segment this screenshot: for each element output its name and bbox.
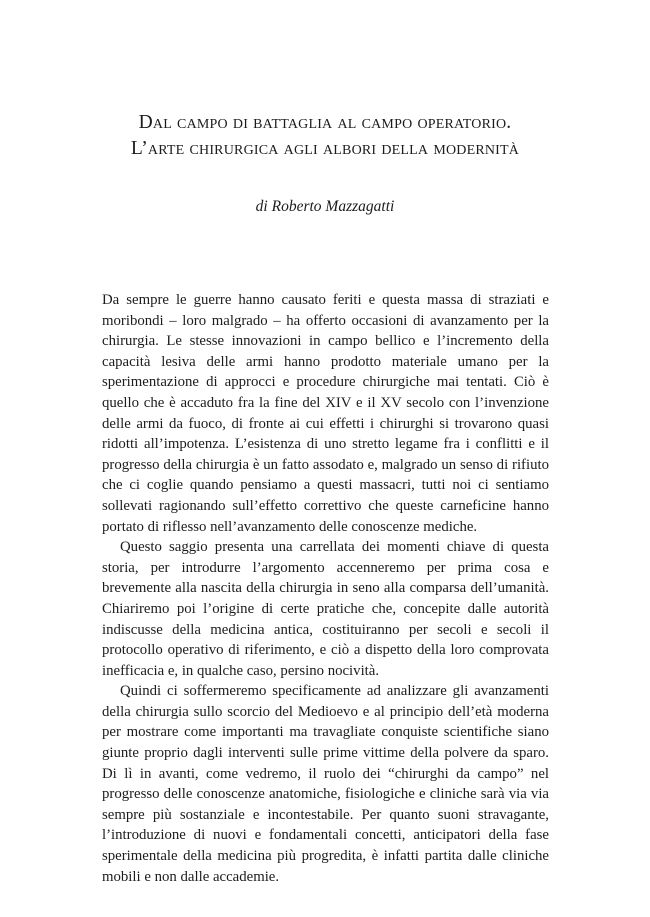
title-line-1: Dal campo di battaglia al campo operatorio. <box>138 112 512 133</box>
paragraph: Quindi ci soffermeremo specificamente ad analizzare gli avanzamenti della chirurgia sullo scorcio del Medioevo e al principio dell’età moderna per mostrare come importanti ma travagliate conquiste scientifiche siano giunte proprio dagli interventi sulle prime vittime della polvere da sparo. Di lì in avanti, come vedremo, il ruolo dei “chirurghi da campo” nel progresso delle conoscenze anatomiche, fisiologiche e cliniche sarà via via sempre più sostanziale e incontestabile. Per quanto suoni stravagante, l’introduzione di nuovi e fondamentali concetti, anticipatori della fase sperimentale della medicina più progredita, è infatti partita dalle cliniche mobili e non dalle accademie. <box>102 683 549 885</box>
chapter-title <box>60 110 590 162</box>
paragraph: Da sempre le guerre hanno causato feriti e questa massa di straziati e moribondi – loro malgrado – ha offerto occasioni di avanzamento per la chirurgia. Le stesse innovazioni in campo bellico e l’incremento della capacità lesiva delle armi hanno prodotto materiale umano per la sperimentazione di approcci e procedure chirurgiche mai tentati. Ciò è quello che è accaduto fra la fine del XIV e il XV secolo con l’invenzione delle armi da fuoco, di fronte ai cui effetti i chirurghi si trovarono quasi ridotti all’impotenza. L’esistenza di uno stretto legame fra i conflitti e il progresso della chirurgia è un fatto assodato e, malgrado un senso di rifiuto che ci coglie quando pensiamo a questi massacri, tutti noi ci sentiamo sollevati ragionando sull’effetto correttivo che queste carneficine hanno portato di riflesso nell’avanzamento delle conoscenze mediche. <box>102 292 549 535</box>
author-byline: di Roberto Mazzagatti <box>255 198 395 215</box>
title-line-2: L’arte chirurgica agli albori della modernità <box>130 138 520 159</box>
body-text <box>102 290 549 887</box>
paragraph: Questo saggio presenta una carrellata dei momenti chiave di questa storia, per introdurre l’argomento accenneremo per prima cosa e brevemente alla nascita della chirurgia in seno alla comparsa dell’umanità. Chiariremo poi l’origine di certe pratiche che, concepite dalle autorità indiscusse della medicina antica, costituiranno per secoli e secoli il protocollo operativo di riferimento, e ciò a dispetto della loro comprovata inefficacia e, in qualche caso, persino nocività. <box>102 539 549 679</box>
